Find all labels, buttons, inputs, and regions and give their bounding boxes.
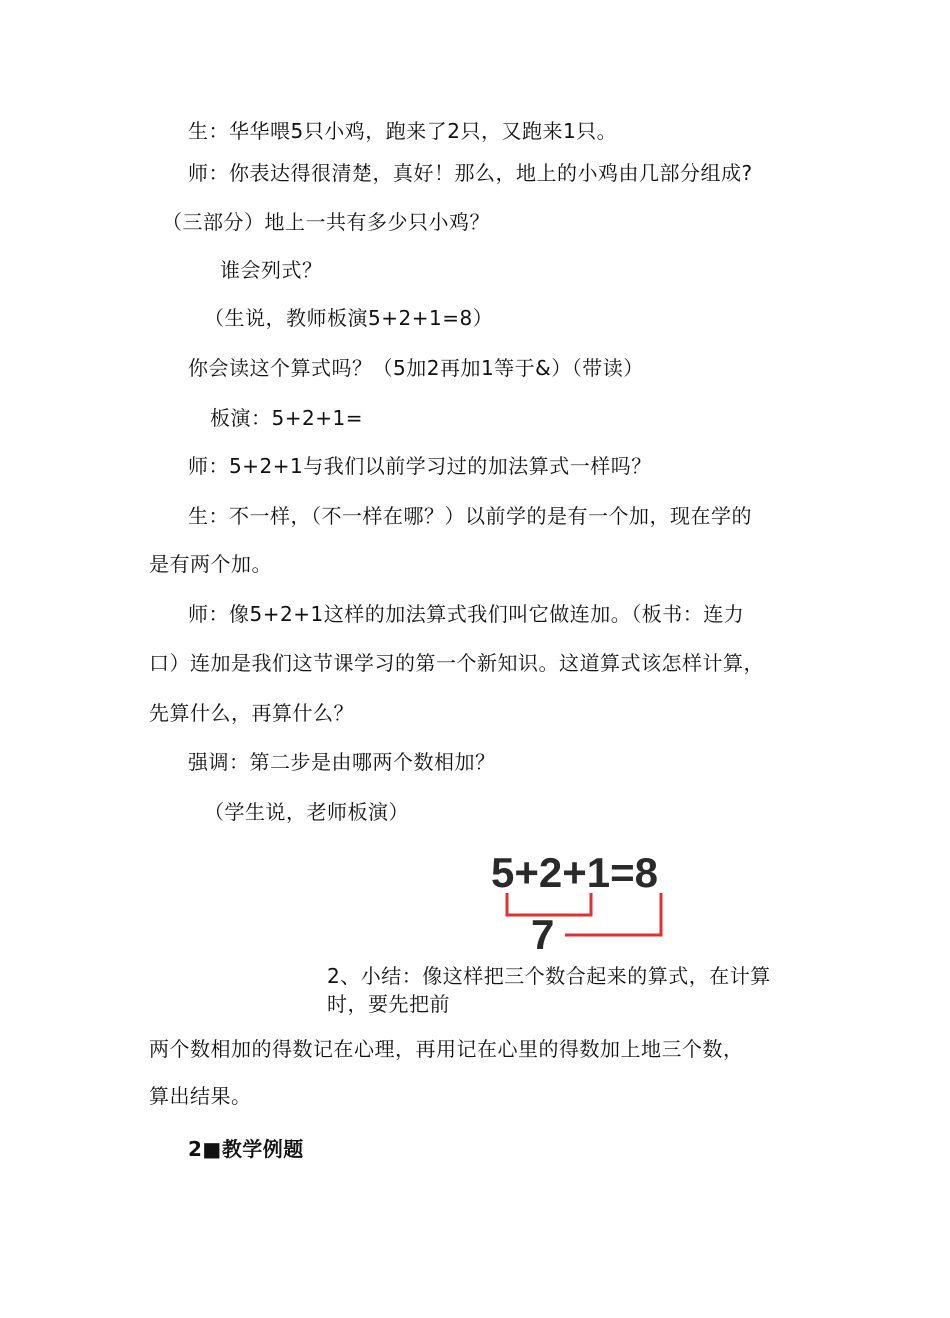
text-line-10: 是有两个加。 bbox=[149, 552, 272, 576]
text-line-9: 生：不一样，（不一样在哪？）以前学的是有一个加，现在学的 bbox=[188, 504, 752, 528]
text-line-12: 口）连加是我们这节课学习的第一个新知识。这道算式该怎样计算， bbox=[149, 651, 764, 675]
text-line-4: 谁会列式？ bbox=[220, 258, 323, 282]
text-line-16: 2、小结：像这样把三个数合起来的算式，在计算 bbox=[327, 964, 771, 988]
text-line-17: 时，要先把前 bbox=[327, 992, 450, 1016]
text-line-18: 两个数相加的得数记在心理，再用记在心里的得数加上地三个数， bbox=[149, 1037, 744, 1061]
text-line-14: 强调：第二步是由哪两个数相加？ bbox=[188, 750, 496, 774]
text-line-3: （三部分）地上一共有多少只小鸡？ bbox=[162, 210, 490, 234]
diagram-partial-sum: 7 bbox=[531, 911, 555, 955]
text-line-5: （生说，教师板演5+2+1=8） bbox=[204, 306, 494, 330]
text-line-7: 板演：5+2+1= bbox=[210, 406, 363, 430]
text-line-2: 师：你表达得很清楚，真好！那么，地上的小鸡由几部分组成? bbox=[188, 161, 753, 185]
text-line-11: 师：像5+2+1这样的加法算式我们叫它做连加。（板书：连力 bbox=[188, 602, 745, 626]
text-line-19: 算出结果。 bbox=[149, 1084, 252, 1108]
text-line-1: 生：华华喂5只小鸡，跑来了2只，又跑来1只。 bbox=[188, 119, 618, 143]
text-line-13: 先算什么，再算什么？ bbox=[149, 701, 354, 725]
text-line-15: （学生说，老师板演） bbox=[204, 800, 409, 824]
diagram-equation: 5+2+1=8 bbox=[491, 849, 659, 896]
text-line-8: 师：5+2+1与我们以前学习过的加法算式一样吗？ bbox=[188, 454, 652, 478]
addition-diagram bbox=[485, 845, 765, 955]
text-line-6: 你会读这个算式吗？（5加2再加1等于&）（带读） bbox=[188, 356, 644, 380]
section-heading: 2■教学例题 bbox=[188, 1137, 304, 1161]
